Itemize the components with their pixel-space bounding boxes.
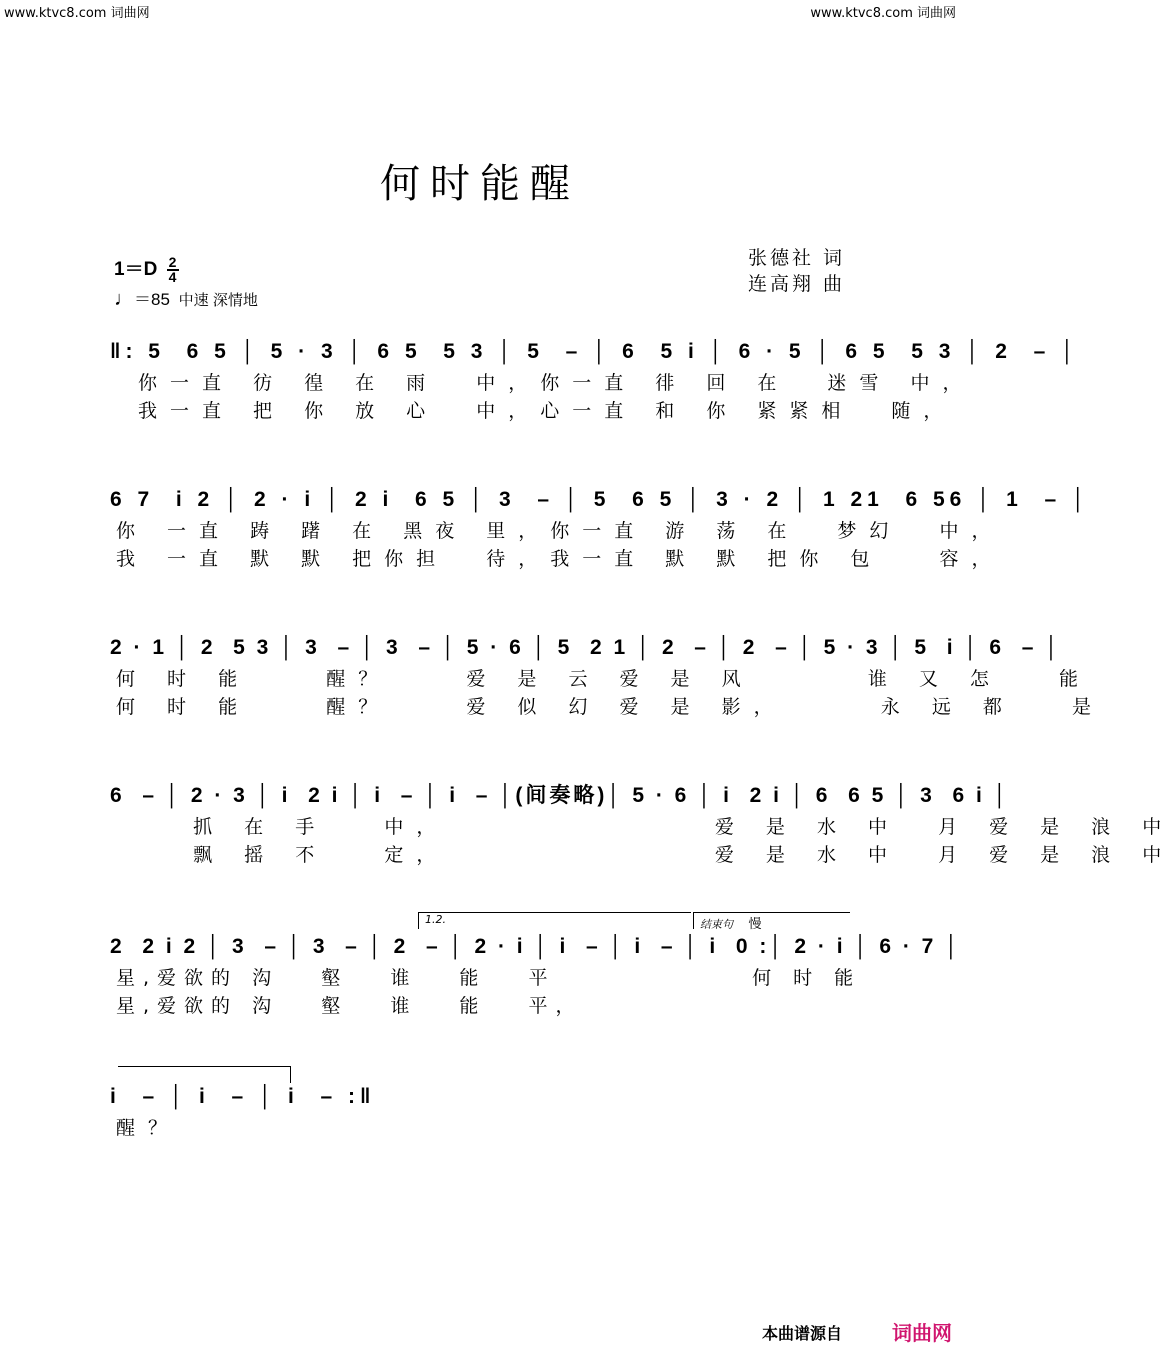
notes-line-2: 6 7 i 2 │ 2 · i │ 2 i 6 5 │ 3 – │ 5 6 5 │ 3 · 2 │ 1 21 6 56 │ 1 – │: [110, 488, 1091, 511]
lyric-line-6-verse-1: 醒？: [116, 1117, 181, 1139]
volta-ending-label: 结束句: [700, 918, 733, 931]
volta-first-ending: 1.2.: [418, 912, 691, 929]
composer-credit: 连高翔 曲: [748, 273, 846, 295]
key-signature: [114, 254, 179, 284]
notes-line-4: 6 – │ 2 · 3 │ i 2 i │ i – │ i – │(间奏略)│ 5 · 6 │ i 2 i │ 6 6 5 │ 3 6 i │: [110, 784, 1010, 807]
lyric-line-4-verse-2: 飘 摇 不 定， 爱 是 水 中 月 爱 是 浪 中: [136, 844, 1174, 866]
source-note: 本曲谱源自: [761, 1324, 842, 1343]
staff-line-2: [110, 483, 1091, 573]
tempo-value: ＝85: [134, 290, 170, 309]
lyric-line-5-verse-2: 星,爱欲的 沟 壑 谁 能 平，: [116, 995, 583, 1017]
staff-line-5: [110, 913, 962, 1020]
notes-line-6: i – │ i – │ i – :‖: [110, 1085, 376, 1108]
lyric-line-4-verse-1: 抓 在 手 中， 爱 是 水 中 月 爱 是 浪 中: [136, 816, 1174, 838]
notes-line-3: 2 · 1 │ 2 5 3 │ 3 – │ 3 – │ 5 · 6 │ 5 2 1 │ 2 – │ 2 – │ 5 · 3 │ 5 i │ 6 – │: [110, 636, 1062, 659]
watermark-left: www.ktvc8.com 词曲网: [4, 6, 150, 21]
time-denominator: 4: [168, 268, 177, 285]
time-signature: [167, 253, 179, 285]
lyric-line-5-verse-1: 星,爱欲的 沟 壑 谁 能 平 何 时 能: [116, 967, 862, 989]
lyricist-credit: 张德社 词: [748, 247, 846, 269]
key: 1＝D: [114, 259, 158, 280]
site-logo: 词曲网: [892, 1321, 952, 1345]
staff-line-1: [110, 335, 1080, 425]
lyric-line-1-verse-1: 你一直 彷 徨 在 雨 中，你一直 徘 回 在 迷雪 中，: [138, 372, 975, 394]
quarter-note-icon: ♩: [114, 288, 134, 310]
volta-bracket-final: [118, 1066, 291, 1083]
lyric-line-2-verse-2: 我 一直 默 默 把你担 待，我一直 默 默 把你 包 容，: [116, 548, 1004, 570]
lyric-line-3-verse-1: 何 时 能 醒？ 爱 是 云 爱 是 风 谁 又 怎 能: [116, 668, 1092, 690]
lyric-line-2-verse-1: 你 一直 踌 躇 在 黑夜 里，你一直 游 荡 在 梦幻 中，: [116, 520, 1004, 542]
watermark-right: www.ktvc8.com 词曲网: [810, 6, 956, 21]
notes-line-1: ‖: 5 6 5 │ 5 · 3 │ 6 5 5 3 │ 5 – │ 6 5 i │ 6 · 5 │ 6 5 5 3 │ 2 – │: [110, 340, 1080, 363]
notes-line-5: 2 2 i 2 │ 3 – │ 3 – │ 2 – │ 2 · i │ i – │ i – │ i 0 :│ 2 · i │ 6 · 7 │: [110, 935, 962, 958]
volta-ending-phrase: [693, 912, 850, 932]
expression: 中速 深情地: [178, 292, 258, 309]
lyric-line-1-verse-2: 我一直 把 你 放 心 中，心一直 和 你 紧紧相 随，: [138, 400, 956, 422]
staff-line-6: [110, 1080, 376, 1142]
staff-line-4: [110, 779, 1174, 869]
song-title: 何时能醒: [380, 161, 580, 207]
time-numerator: 2: [168, 253, 177, 270]
staff-line-3: [110, 631, 1104, 721]
tempo-slow-mark: 慢: [748, 917, 762, 932]
lyric-line-3-verse-2: 何 时 能 醒？ 爱 似 幻 爱 是 影， 永 远 都 是: [116, 696, 1104, 718]
tempo-marking: [114, 285, 258, 311]
